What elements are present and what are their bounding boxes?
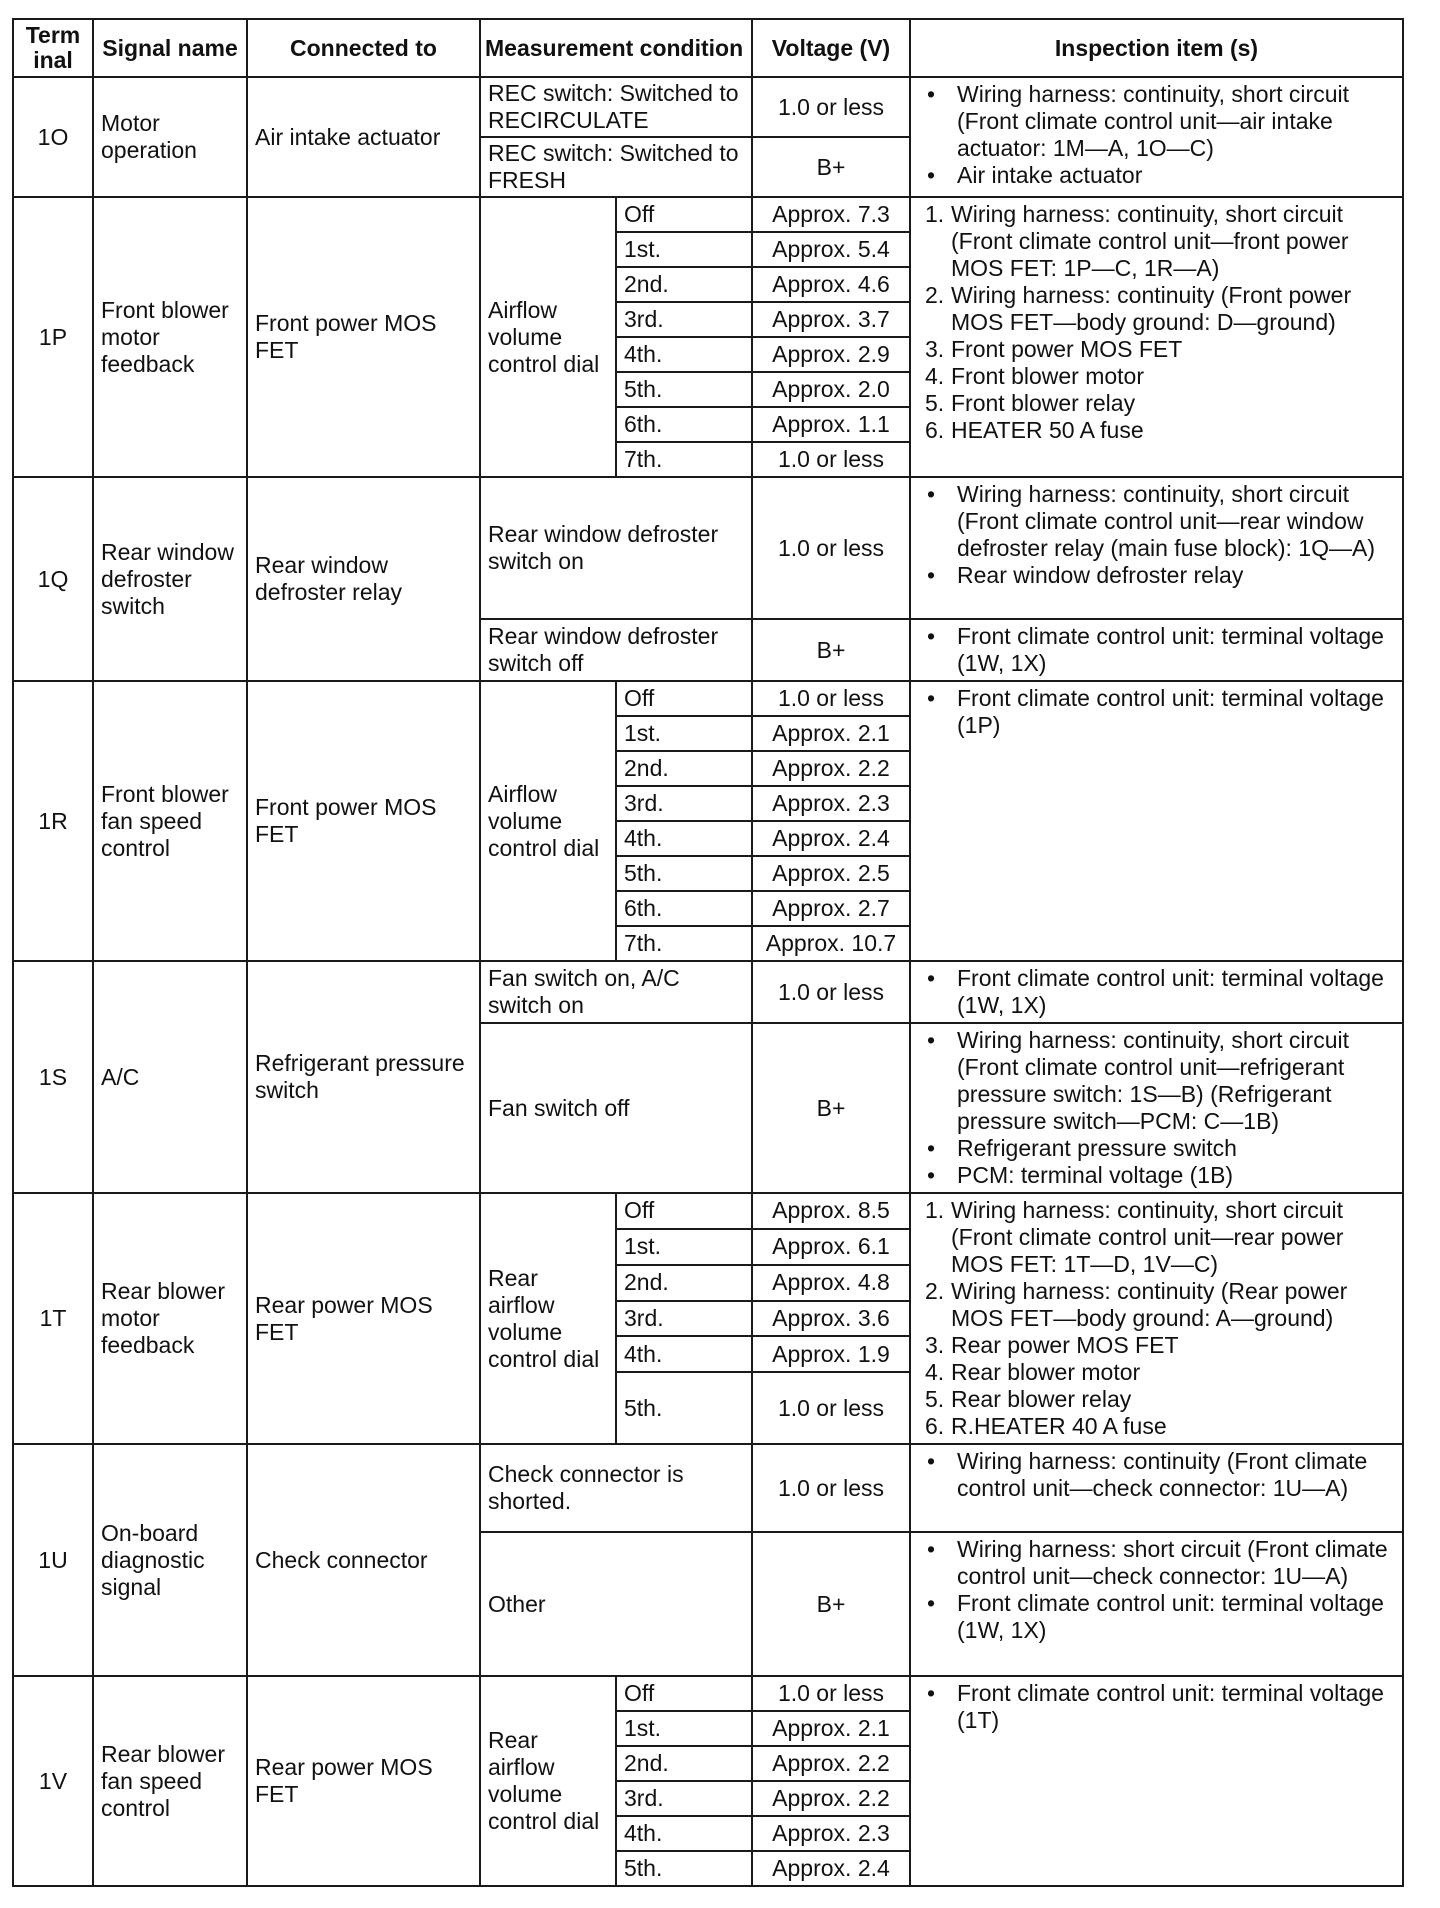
item-text: R.HEATER 40 A fuse [951,1413,1167,1439]
voltage-cell: Approx. 6.1 [752,1229,910,1265]
inspection-item: • Wiring harness: continuity, short circuit (Front climate control unit—refrigerant pressure switch: 1S—B) (Refrigerant pressure switch—PCM: C—1B) [925,1027,1396,1135]
connected-to-cell: Rear power MOS FET [247,1193,480,1444]
voltage-cell: Approx. 2.1 [752,716,910,751]
voltage-cell: B+ [752,137,910,197]
signal-name-cell: Rear blower motor feedback [93,1193,247,1444]
voltage-cell: Approx. 2.4 [752,821,910,856]
header-terminal: Term inal [13,19,93,77]
table-row [13,961,1403,1023]
condition-cell: Other [480,1532,752,1676]
dial-step-cell: 5th. [616,372,752,407]
inspection-list [925,201,1396,444]
inspection-cell [910,961,1403,1023]
dial-step-cell: 5th. [616,1372,752,1444]
condition-cell: Fan switch on, A/C switch on [480,961,752,1023]
inspection-cell [910,197,1403,477]
dial-step-cell: 3rd. [616,302,752,337]
dial-step-cell: 3rd. [616,786,752,821]
dial-step-cell: 3rd. [616,1781,752,1816]
condition-cell: Rear airflow volume control dial [480,1193,616,1444]
voltage-cell: Approx. 2.4 [752,1851,910,1886]
item-text: Front blower motor [951,363,1145,389]
dial-step-cell: 2nd. [616,751,752,786]
voltage-cell: Approx. 2.3 [752,1816,910,1851]
inspection-item: • Front climate control unit: terminal voltage (1W, 1X) [925,965,1396,1019]
item-text: Rear blower relay [951,1386,1132,1412]
inspection-item: • PCM: terminal voltage (1B) [925,1162,1396,1189]
inspection-list [925,81,1396,189]
inspection-cell [910,1532,1403,1676]
inspection-cell [910,477,1403,619]
condition-cell: Rear window defroster switch on [480,477,752,619]
inspection-item: • Rear window defroster relay [925,562,1396,589]
inspection-list [925,623,1396,677]
table-row [13,1444,1403,1532]
voltage-cell: Approx. 4.8 [752,1265,910,1301]
dial-step-cell: 1st. [616,716,752,751]
signal-name-cell: Motor operation [93,77,247,197]
signal-name-cell: On-board diagnostic signal [93,1444,247,1676]
voltage-cell: Approx. 2.2 [752,1746,910,1781]
voltage-cell: 1.0 or less [752,961,910,1023]
inspection-item [925,336,1396,363]
header-voltage: Voltage (V) [752,19,910,77]
voltage-cell: Approx. 1.9 [752,1336,910,1372]
item-text: Front blower relay [951,390,1136,416]
terminal-cell: 1S [13,961,93,1193]
terminal-cell: 1V [13,1676,93,1886]
item-text: HEATER 50 A fuse [951,417,1144,443]
dial-step-cell: 4th. [616,1336,752,1372]
inspection-item: • Wiring harness: continuity, short circuit (Front climate control unit—air intake actuator: 1M—A, 1O—C) [925,81,1396,162]
table-row [13,1193,1403,1229]
voltage-cell: 1.0 or less [752,1372,910,1444]
inspection-cell [910,1676,1403,1886]
table-row [13,1676,1403,1711]
item-text: Wiring harness: continuity (Front power MOS FET—body ground: D—ground) [951,282,1352,335]
signal-name-cell: Rear blower fan speed control [93,1676,247,1886]
voltage-cell: Approx. 3.6 [752,1301,910,1337]
item-number: 5. [925,390,945,416]
terminal-cell: 1P [13,197,93,477]
condition-cell: REC switch: Switched to FRESH [480,137,752,197]
voltage-cell: 1.0 or less [752,1444,910,1532]
terminal-voltage-table [12,18,1404,1887]
connected-to-cell: Front power MOS FET [247,197,480,477]
inspection-item [925,282,1396,336]
voltage-cell: 1.0 or less [752,442,910,477]
voltage-cell: B+ [752,1023,910,1193]
condition-cell: REC switch: Switched to RECIRCULATE [480,77,752,137]
condition-cell: Rear airflow volume control dial [480,1676,616,1886]
voltage-cell: 1.0 or less [752,1676,910,1711]
inspection-list [925,1027,1396,1189]
item-text: Rear power MOS FET [951,1332,1179,1358]
item-number: 3. [925,1332,945,1358]
signal-name-cell: Front blower fan speed control [93,681,247,961]
voltage-cell: 1.0 or less [752,681,910,716]
inspection-item [925,390,1396,417]
dial-step-cell: 5th. [616,1851,752,1886]
item-number: 1. [925,1197,945,1223]
inspection-item [925,1278,1396,1332]
voltage-cell: 1.0 or less [752,477,910,619]
condition-cell: Fan switch off [480,1023,752,1193]
voltage-cell: Approx. 1.1 [752,407,910,442]
inspection-item: • Refrigerant pressure switch [925,1135,1396,1162]
item-number: 6. [925,417,945,443]
inspection-item [925,363,1396,390]
voltage-cell: Approx. 2.1 [752,1711,910,1746]
voltage-cell: Approx. 2.9 [752,337,910,372]
header-connected-to: Connected to [247,19,480,77]
voltage-cell: 1.0 or less [752,77,910,137]
terminal-cell: 1T [13,1193,93,1444]
dial-step-cell: 1st. [616,1229,752,1265]
dial-step-cell: 7th. [616,442,752,477]
inspection-item: • Front climate control unit: terminal voltage (1T) [925,1680,1396,1734]
dial-step-cell: 1st. [616,232,752,267]
inspection-cell [910,619,1403,681]
inspection-item: • Wiring harness: continuity (Front climate control unit—check connector: 1U—A) [925,1448,1396,1502]
dial-step-cell: 4th. [616,1816,752,1851]
voltage-cell: Approx. 2.2 [752,751,910,786]
table-row [13,681,1403,716]
inspection-item: • Front climate control unit: terminal voltage (1W, 1X) [925,1590,1396,1644]
condition-cell: Check connector is shorted. [480,1444,752,1532]
dial-step-cell: 5th. [616,856,752,891]
item-number: 3. [925,336,945,362]
dial-step-cell: 3rd. [616,1301,752,1337]
inspection-item: • Front climate control unit: terminal voltage (1P) [925,685,1396,739]
inspection-list [925,1536,1396,1644]
dial-step-cell: 2nd. [616,1265,752,1301]
dial-step-cell: 1st. [616,1711,752,1746]
terminal-cell: 1Q [13,477,93,681]
signal-name-cell: A/C [93,961,247,1193]
header-inspection-items: Inspection item (s) [910,19,1403,77]
inspection-item: • Wiring harness: continuity, short circuit (Front climate control unit—rear window defroster relay (main fuse block): 1Q—A) [925,481,1396,562]
dial-step-cell: 2nd. [616,1746,752,1781]
connected-to-cell: Air intake actuator [247,77,480,197]
item-number: 5. [925,1386,945,1412]
inspection-item [925,417,1396,444]
item-text: Wiring harness: continuity, short circuit (Front climate control unit—front power MOS FET: 1P—C, 1R—A) [951,201,1349,281]
voltage-cell: Approx. 4.6 [752,267,910,302]
voltage-cell: Approx. 2.7 [752,891,910,926]
inspection-item [925,1386,1396,1413]
condition-cell: Airflow volume control dial [480,197,616,477]
inspection-item [925,1197,1396,1278]
voltage-cell: Approx. 2.0 [752,372,910,407]
dial-step-cell: 6th. [616,407,752,442]
inspection-list [925,1448,1396,1502]
inspection-list [925,481,1396,589]
item-text: Front power MOS FET [951,336,1183,362]
header-measurement-condition: Measurement condition [480,19,752,77]
voltage-cell: Approx. 5.4 [752,232,910,267]
voltage-cell: B+ [752,619,910,681]
terminal-cell: 1R [13,681,93,961]
inspection-item [925,1332,1396,1359]
item-text: Rear blower motor [951,1359,1141,1385]
voltage-cell: Approx. 2.2 [752,1781,910,1816]
inspection-list [925,965,1396,1019]
inspection-cell [910,1444,1403,1532]
signal-name-cell: Rear window defroster switch [93,477,247,681]
item-number: 1. [925,201,945,227]
inspection-list [925,685,1396,739]
terminal-cell: 1O [13,77,93,197]
terminal-voltage-table-page [12,18,1402,1887]
voltage-cell: Approx. 2.3 [752,786,910,821]
condition-cell: Airflow volume control dial [480,681,616,961]
item-number: 6. [925,1413,945,1439]
table-row [13,197,1403,232]
inspection-cell [910,1023,1403,1193]
inspection-cell [910,1193,1403,1444]
connected-to-cell: Check connector [247,1444,480,1676]
item-text: Wiring harness: continuity, short circuit (Front climate control unit—rear power MOS FET: 1T—D, 1V—C) [951,1197,1344,1277]
connected-to-cell: Rear power MOS FET [247,1676,480,1886]
voltage-cell: Approx. 8.5 [752,1193,910,1229]
voltage-cell: Approx. 7.3 [752,197,910,232]
inspection-cell [910,681,1403,961]
inspection-list [925,1197,1396,1440]
condition-cell: Rear window defroster switch off [480,619,752,681]
table-row [13,477,1403,619]
terminal-cell: 1U [13,1444,93,1676]
connected-to-cell: Front power MOS FET [247,681,480,961]
voltage-cell: B+ [752,1532,910,1676]
inspection-cell [910,77,1403,197]
dial-step-cell: 4th. [616,337,752,372]
voltage-cell: Approx. 10.7 [752,926,910,961]
item-number: 4. [925,363,945,389]
dial-step-cell: 2nd. [616,267,752,302]
item-text: Wiring harness: continuity (Rear power MOS FET—body ground: A—ground) [951,1278,1348,1331]
connected-to-cell: Refrigerant pressure switch [247,961,480,1193]
inspection-item [925,1359,1396,1386]
table-header-row [13,19,1403,77]
inspection-item: • Air intake actuator [925,162,1396,189]
voltage-cell: Approx. 3.7 [752,302,910,337]
voltage-cell: Approx. 2.5 [752,856,910,891]
dial-step-cell: Off [616,1676,752,1711]
dial-step-cell: 7th. [616,926,752,961]
connected-to-cell: Rear window defroster relay [247,477,480,681]
item-number: 4. [925,1359,945,1385]
inspection-item [925,201,1396,282]
dial-step-cell: Off [616,1193,752,1229]
table-row [13,77,1403,137]
inspection-item: • Front climate control unit: terminal voltage (1W, 1X) [925,623,1396,677]
item-number: 2. [925,282,945,308]
inspection-item: • Wiring harness: short circuit (Front climate control unit—check connector: 1U—A) [925,1536,1396,1590]
inspection-list [925,1680,1396,1734]
header-signal-name: Signal name [93,19,247,77]
item-number: 2. [925,1278,945,1304]
signal-name-cell: Front blower motor feedback [93,197,247,477]
dial-step-cell: 6th. [616,891,752,926]
dial-step-cell: 4th. [616,821,752,856]
dial-step-cell: Off [616,197,752,232]
dial-step-cell: Off [616,681,752,716]
inspection-item [925,1413,1396,1440]
